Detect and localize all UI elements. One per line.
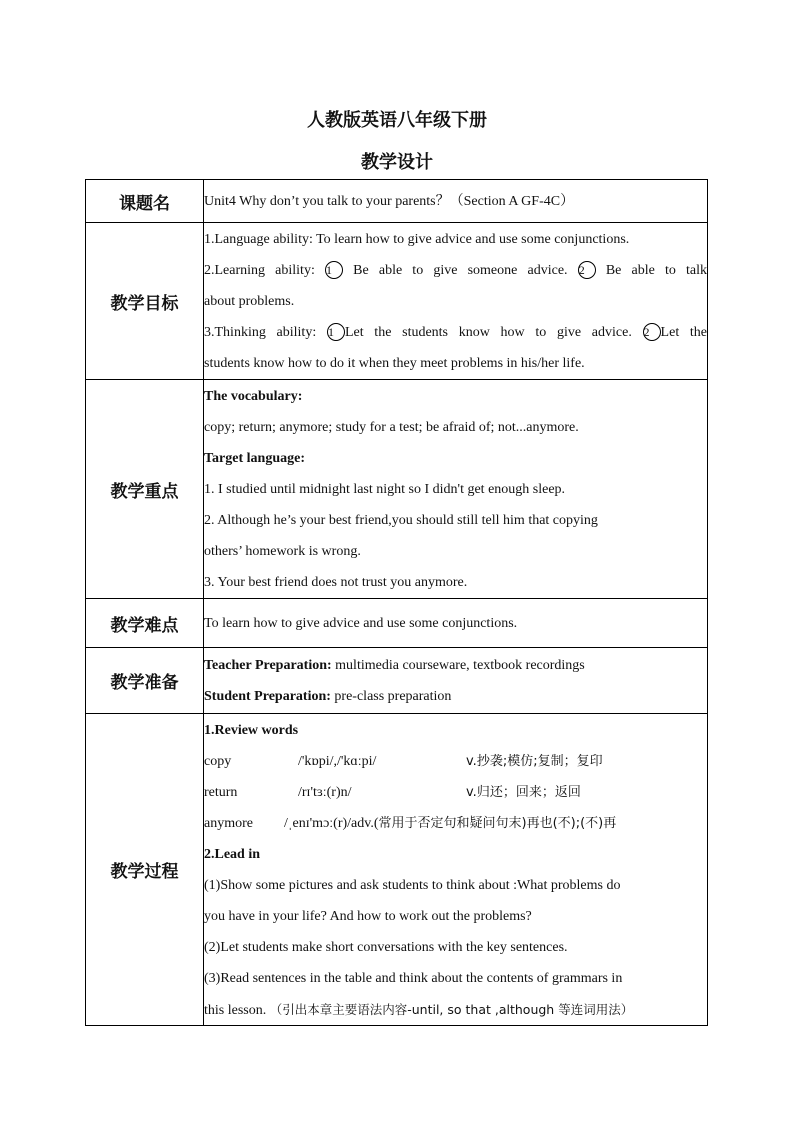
circled-two-icon: 2 <box>578 261 596 279</box>
word-term: anymore <box>204 815 253 831</box>
target-sentence-2-cont: others’ homework is wrong. <box>204 543 361 559</box>
process-row <box>86 714 708 1026</box>
objective-learning-a: Be able to give someone advice. <box>353 262 568 278</box>
lead-in-step-3-pre: this lesson. <box>204 1002 267 1018</box>
word-meaning: v.归还；回来；返回 <box>466 784 581 800</box>
objective-learning <box>204 255 707 286</box>
target-sentence-1: 1. I studied until midnight last night so I didn't get enough sleep. <box>204 481 566 497</box>
student-preparation <box>204 681 707 712</box>
keypoints-cell <box>204 380 708 599</box>
difficulty-label: 教学难点 <box>86 599 204 648</box>
objective-thinking-a: Let the students know how to give advice. <box>344 324 632 340</box>
preparation-cell <box>204 648 708 714</box>
word-row <box>204 746 707 777</box>
target-language-heading: Target language: <box>204 450 305 466</box>
objectives-label: 教学目标 <box>86 223 204 380</box>
circled-two-icon: 2 <box>643 323 661 341</box>
objective-thinking-cont: students know how to do it when they meet problems in his/her life. <box>204 355 585 371</box>
teacher-preparation-text: multimedia courseware, textbook recordings <box>335 657 585 673</box>
word-meaning: v.抄袭;模仿;复制；复印 <box>466 753 603 769</box>
topic-cell <box>204 180 708 223</box>
objectives-row <box>86 223 708 380</box>
teacher-preparation-label: Teacher Preparation: <box>204 657 332 673</box>
topic-text: Unit4 Why don’t you talk to your parents？（Section A GF-4C） <box>204 193 575 209</box>
word-pronunciation: /ˌenɪ'mɔː(r)/adv.( <box>284 815 379 831</box>
lead-in-step-1-cont: you have in your life? And how to work out the problems? <box>204 908 532 924</box>
vocabulary-list: copy; return; anymore; study for a test; be afraid of; not...anymore. <box>204 419 579 435</box>
target-sentence-3: 3. Your best friend does not trust you anymore. <box>204 574 468 590</box>
topic-row <box>86 180 708 223</box>
student-preparation-label: Student Preparation: <box>204 688 331 704</box>
word-term: copy <box>204 753 232 769</box>
objective-thinking <box>204 317 707 348</box>
review-words-heading: 1.Review words <box>204 722 299 738</box>
word-meaning: 常用于否定句和疑问句末)再也(不);(不)再 <box>378 815 617 831</box>
document-title: 人教版英语八年级下册 <box>307 110 487 131</box>
lead-in-step-3-note: （引出本章主要语法内容-until, so that ,although 等连词用法） <box>269 1001 634 1017</box>
target-sentence-2: 2. Although he’s your best friend,you should still tell him that copying <box>204 512 598 528</box>
objectives-cell <box>204 223 708 380</box>
vocabulary-heading: The vocabulary: <box>204 388 303 404</box>
student-preparation-text: pre-class preparation <box>334 688 452 704</box>
difficulty-cell <box>204 599 708 648</box>
objective-learning-b: Be able to talk <box>605 262 707 278</box>
teacher-preparation <box>204 650 707 681</box>
preparation-label: 教学准备 <box>86 648 204 714</box>
objective-thinking-b: Let the <box>660 324 707 340</box>
lead-in-step-3-cont <box>204 994 707 1025</box>
word-row-anymore <box>204 808 707 839</box>
document-subtitle: 教学设计 <box>361 152 433 173</box>
word-term: return <box>204 784 238 800</box>
keypoints-row <box>86 380 708 599</box>
process-label: 教学过程 <box>86 714 204 1026</box>
topic-label: 课题名 <box>86 180 204 223</box>
objective-thinking-prefix: 3.Thinking ability: <box>204 324 317 340</box>
lead-in-step-1: (1)Show some pictures and ask students to think about :What problems do <box>204 877 621 893</box>
objective-language: 1.Language ability: To learn how to give advice and use some conjunctions. <box>204 231 630 247</box>
circled-one-icon: 1 <box>327 323 345 341</box>
lesson-plan-table <box>85 179 708 1026</box>
preparation-row <box>86 648 708 714</box>
word-pronunciation: /rɪ'tɜː(r)n/ <box>298 784 352 800</box>
difficulty-row <box>86 599 708 648</box>
word-pronunciation: /'kɒpi/,/'kɑːpi/ <box>298 753 377 769</box>
lead-in-step-3: (3)Read sentences in the table and think about the contents of grammars in <box>204 970 623 986</box>
keypoints-label: 教学重点 <box>86 380 204 599</box>
lead-in-step-2: (2)Let students make short conversations with the key sentences. <box>204 939 568 955</box>
lead-in-heading: 2.Lead in <box>204 846 261 862</box>
word-row <box>204 777 707 808</box>
difficulty-text: To learn how to give advice and use some conjunctions. <box>204 615 518 631</box>
process-cell <box>204 714 708 1026</box>
objective-learning-cont: about problems. <box>204 293 295 309</box>
objective-learning-prefix: 2.Learning ability: <box>204 262 315 278</box>
circled-one-icon: 1 <box>325 261 343 279</box>
